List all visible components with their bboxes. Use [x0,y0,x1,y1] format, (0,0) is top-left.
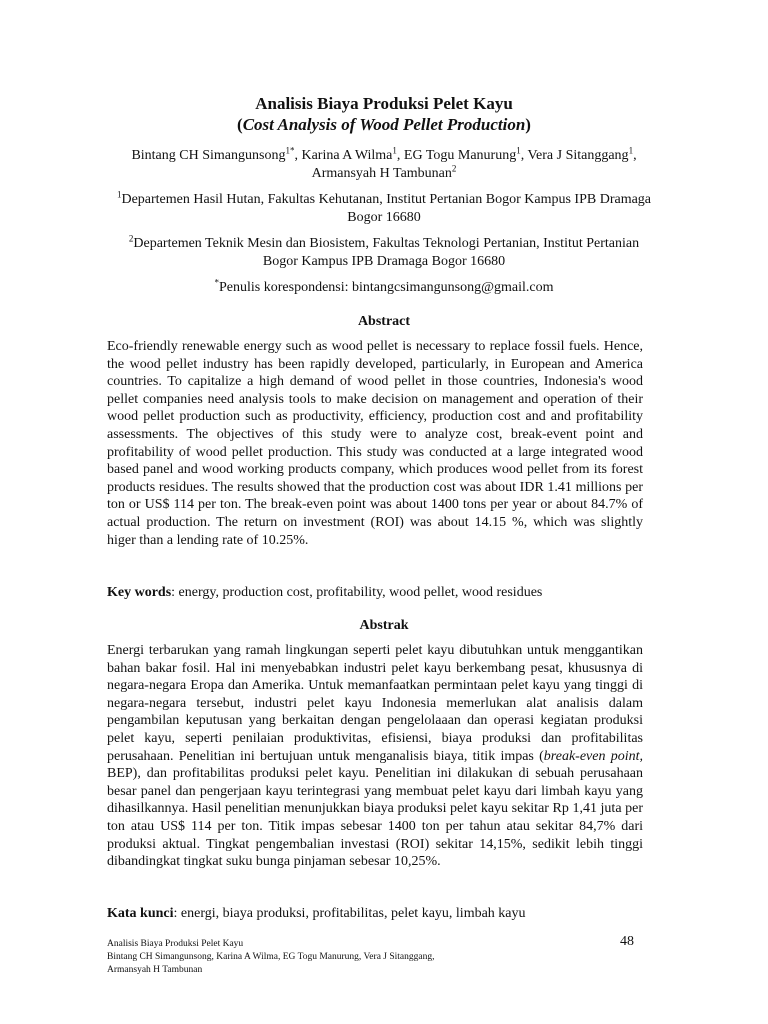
corresponding-author [110,279,658,297]
abstract-heading: Abstract [357,314,411,329]
abstrak-text-part2: BEP), dan profitabilitas produksi pelet kayu. Penelitian ini dilakukan di sebuah perusahaan besar panel dan pengerjaan kayu terintegrasi yang membuat pelet kayu dari limbah kayu yang dihasilkannya. Hasil penelitian menunjukkan biaya produksi pelet kayu sekitar Rp 1,41 juta per ton atau US$ 114 per ton. Titik impas sebesar 1400 ton per tahun atau sekitar 84,7% dari produksi aktual. Tingkat pengembalian investasi (ROI) sekitar 14,15%, sedikit lebih tinggi dibandingkat tingkat suku bunga pinjaman sebesar 10,25%. [107,766,643,870]
author-affiliation-mark: 1 [516,145,521,156]
affiliation-text: Departemen Hasil Hutan, Fakultas Kehutanan, Institut Pertanian Bogor Kampus IPB Dramaga Bogor 16680 [121,192,652,225]
author-affiliation-mark: 1 [628,145,634,156]
keywords-text: : energy, production cost, profitability, wood pellet, wood residues [171,585,543,600]
author-name: Karina A Wilma [301,148,393,163]
title-block [0,93,768,135]
subtitle-close-paren: ) [525,115,531,134]
author-separator: , [294,148,302,163]
keywords-label: Key words [107,585,172,600]
paper-title: Analisis Biaya Produksi Pelet Kayu [255,94,513,113]
author-name: Bintang CH Simangunsong [131,148,286,163]
footer-authors: Bintang CH Simangunsong, Karina A Wilma, EG Togu Manurung, Vera J Sitanggang, [107,952,435,962]
abstrak-italic-term: break-even point, [543,748,643,764]
footer-authors-cont: Armansyah H Tambunan [107,965,203,975]
author-name: EG Togu Manurung [403,148,517,163]
affiliation-2 [110,235,658,271]
page-number: 48 [620,934,634,949]
abstrak-text-part1: Energi terbarukan yang ramah lingkungan seperti pelet kayu dibutuhkan untuk menggantikan bahan bakar fosil. Hal ini menyebabkan industri pelet kayu berkembang pesat, khususnya di negara-negara Eropa dan Amerika. Untuk memanfaatkan permintaan pelet kayu yang tinggi di negara-negara tersebut, industri pelet kayu Indonesia memerlukan alat analisis dalam pengambilan keputusan yang berkaitan dengan pengelolaaan dan operasi kegiatan produksi pelet kayu, seperti penilaian produktivitas, efisiensi, biaya produksi dan profitabilitas perusahaan. Penelitian ini bertujuan untuk menganalisis biaya, titik impas ( [107,643,643,764]
author-list [120,147,648,183]
author-name: Vera J Sitanggang [527,148,629,163]
kata-kunci-text: : energi, biaya produksi, profitabilitas, pelet kayu, limbah kayu [173,906,526,921]
author-affiliation-mark: 2 [451,163,457,174]
subtitle-text: Cost Analysis of Wood Pellet Production [242,115,526,134]
running-footer [107,938,527,977]
keywords-indonesian [107,906,643,922]
abstract-body: Eco-friendly renewable energy such as wood pellet is necessary to replace fossil fuels. Hence, the wood pellet industry has been rapidly developed, particularly, in European and America countries. To capitalize a high demand of wood pellet in those countries, Indonesia's wood pellet companies need analysis tools to make decision on management and operation of their wood pellet production such as productivity, efficiency, production cost and and profitability assessments. The objectives of this study were to analyze cost, break-event point and profitability of wood pellet production. This study was conducted at a large integrated wood based panel and wood working products company, which produces wood pellet from its forest products residues. The results showed that the production cost was about IDR 1.41 millions per ton or US$ 114 per ton. The break-even point was about 1400 tons per year or about 84.7% of actual production. The return on investment (ROI) was about 14.15 %, which was slightly higer than a lending rate of 10.25%. [107,339,643,548]
author-separator: , [520,148,528,163]
correspondence-text: Penulis korespondensi: bintangcsimangunsong@gmail.com [219,280,554,295]
author-name: Armansyah H Tambunan [311,166,452,181]
correspondence-mark: * [214,277,220,288]
author-affiliation-mark: 1 [392,145,397,156]
abstrak-heading: Abstrak [359,618,409,633]
abstrak-body [107,642,643,871]
affiliation-text: Departemen Teknik Mesin dan Biosistem, Fakultas Teknologi Pertanian, Institut Pertanian Bogor Kampus IPB Dramaga Bogor 16680 [133,236,640,269]
subtitle-open-paren: ( [237,115,243,134]
kata-kunci-label: Kata kunci [107,906,174,921]
author-affiliation-mark: 1* [285,145,295,156]
affiliation-mark: 1 [116,189,122,200]
affiliation-mark: 2 [128,233,134,244]
keywords-english [107,585,643,601]
footer-title: Analisis Biaya Produksi Pelet Kayu [107,939,244,949]
author-separator: , [633,148,637,163]
paper-subtitle [0,114,768,135]
author-separator: , [396,148,404,163]
affiliation-1 [110,191,658,227]
